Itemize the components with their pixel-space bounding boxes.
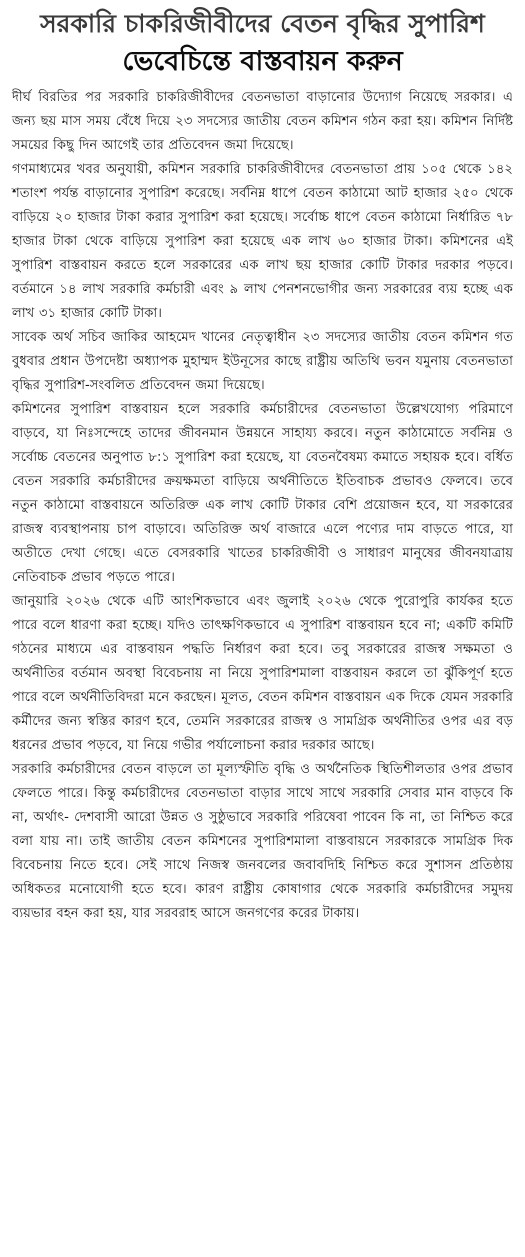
article-body bbox=[12, 86, 513, 926]
paragraph-intro: দীর্ঘ বিরতির পর সরকারি চাকরিজীবীদের বেতনভাতা বাড়ানোর উদ্যোগ নিয়েছে সরকার। এ জন্য ছয় মাস সময় বেঁধে দিয়ে ২৩ সদস্যের জাতীয় বেতন কমিশন গঠন করা হয়। কমিশন নির্দিষ্ট সময়ের কিছু দিন আগেই তার প্রতিবেদন জমা দিয়েছে। bbox=[12, 90, 513, 153]
paragraph-conclusion: সরকারি কর্মচারীদের বেতন বাড়লে তা মূল্যস্ফীতি বৃদ্ধি ও অর্থনৈতিক স্থিতিশীলতার ওপর প্রভাব ফেলতে পারে। কিন্তু কর্মচারীদের বেতনভাতা বাড়ার সাথে সাথে সরকারি সেবার মান বাড়বে কি না, অর্থাৎ- দেশবাসী আরো উন্নত ও সুষ্ঠুভাবে সরকারি পরিষেবা পাবেন কি না, তা নিশ্চিত করে বলা যায় না। তাই জাতীয় বেতন কমিশনের সুপারিশমালা বাস্তবায়নে সরকারকে সামগ্রিক দিক বিবেচনায় নিতে হবে। সেই সাথে নিজস্ব জনবলের জবাবদিহি নিশ্চিত করে সুশাসন প্রতিষ্ঠায় অধিকতর মনোযোগী হতে হবে। কারণ রাষ্ট্রীয় কোষাগার থেকে সরকারি কর্মচারীদের সমুদয় ব্যয়ভার বহন করা হয়, যার সরবরাহ আসে জনগণের করের টাকায়। bbox=[12, 762, 513, 921]
paragraph-impact: কমিশনের সুপারিশ বাস্তবায়ন হলে সরকারি কর্মচারীদের বেতনভাতা উল্লেখযোগ্য পরিমাণে বাড়বে, যা নিঃসন্দেহে তাদের জীবনমান উন্নয়নে সাহায্য করবে। নতুন কাঠামোতে সর্বনিম্ন ও সর্বোচ্চ বেতনের অনুপাত ৮:১ সুপারিশ করা হয়েছে, যা বেতনবৈষম্য কমাতে সহায়ক হবে। বর্ধিত বেতন সরকারি কর্মচারীদের ক্রয়ক্ষমতা বাড়িয়ে অর্থনীতিতে ইতিবাচক প্রভাবও ফেলবে। তবে নতুন কাঠামো বাস্তবায়নে অতিরিক্ত এক লাখ কোটি টাকার বেশি প্রয়োজন হবে, যা সরকারের রাজস্ব ব্যবস্থাপনায় চাপ বাড়াবে। অতিরিক্ত অর্থ বাজারে এলে পণ্যের দাম বাড়তে পারে, যা অতীতে দেখা গেছে। এতে বেসরকারি খাতের চাকরিজীবী ও সাধারণ মানুষের জীবনযাত্রায় নেতিবাচক প্রভাব পড়তে পারে। bbox=[12, 402, 513, 585]
paragraph-implementation: জানুয়ারি ২০২৬ থেকে এটি আংশিকভাবে এবং জুলাই ২০২৬ থেকে পুরোপুরি কার্যকর হতে পারে বলে ধারণা করা হচ্ছে। যদিও তাৎক্ষণিকভাবে এ সুপারিশ বাস্তবায়ন হবে না; একটি কমিটি গঠনের মাধ্যমে এর বাস্তবায়ন পদ্ধতি নির্ধারণ করা হবে। তবু সরকারের রাজস্ব সক্ষমতা ও অর্থনীতির বর্তমান অবস্থা বিবেচনায় না নিয়ে সুপারিশমালা বাস্তবায়ন করলে তা ঝুঁকিপূর্ণ হতে পারে বলে অর্থনীতিবিদরা মনে করছেন। মূলত, বেতন কমিশন বাস্তবায়ন এক দিকে যেমন সরকারি কর্মীদের জন্য স্বস্তির কারণ হবে, তেমনি সরকারের রাজস্ব ও সামগ্রিক অর্থনীতির ওপর এর বড় ধরনের প্রভাব পড়বে, যা নিয়ে গভীর পর্যালোচনা করার দরকার আছে। bbox=[12, 594, 513, 753]
kicker-title: সরকারি চাকরিজীবীদের বেতন বৃদ্ধির সুপারিশ bbox=[40, 9, 485, 38]
paragraph-commission-recommendation: গণমাধ্যমের খবর অনুযায়ী, কমিশন সরকারি চাকরিজীবীদের বেতনভাতা প্রায় ১০৫ থেকে ১৪২ শতাংশ পর্যন্ত বাড়ানোর সুপারিশ করেছে। সর্বনিম্ন ধাপে বেতন কাঠামো আট হাজার ২৫০ থেকে বাড়িয়ে ২০ হাজার টাকা করার সুপারিশ করা হয়েছে। সর্বোচ্চ ধাপে বেতন কাঠামো নির্ধারিত ৭৮ হাজার টাকা থেকে বাড়িয়ে সুপারিশ করা হয়েছে এক লাখ ৬০ হাজার টাকা। কমিশনের এই সুপারিশ বাস্তবায়ন করতে হলে সরকারের এক লাখ ছয় হাজার কোটি টাকার দরকার পড়বে। বর্তমানে ১৪ লাখ সরকারি কর্মচারী এবং ৯ লাখ পেনশনভোগীর জন্য সরকারের ব্যয় হচ্ছে এক লাখ ৩১ হাজার কোটি টাকা। bbox=[12, 162, 513, 321]
headline: ভেবেচিন্তে বাস্তবায়ন করুন bbox=[122, 46, 403, 77]
paragraph-report-submission: সাবেক অর্থ সচিব জাকির আহমেদ খানের নেতৃত্বাধীন ২৩ সদস্যের জাতীয় বেতন কমিশন গত বুধবার প্রধান উপদেষ্টা অধ্যাপক মুহাম্মদ ইউনূসের কাছে রাষ্ট্রীয় অতিথি ভবন যমুনায় বেতনভাতা বৃদ্ধির সুপারিশ-সংবলিত প্রতিবেদন জমা দিয়েছে। bbox=[12, 330, 513, 393]
